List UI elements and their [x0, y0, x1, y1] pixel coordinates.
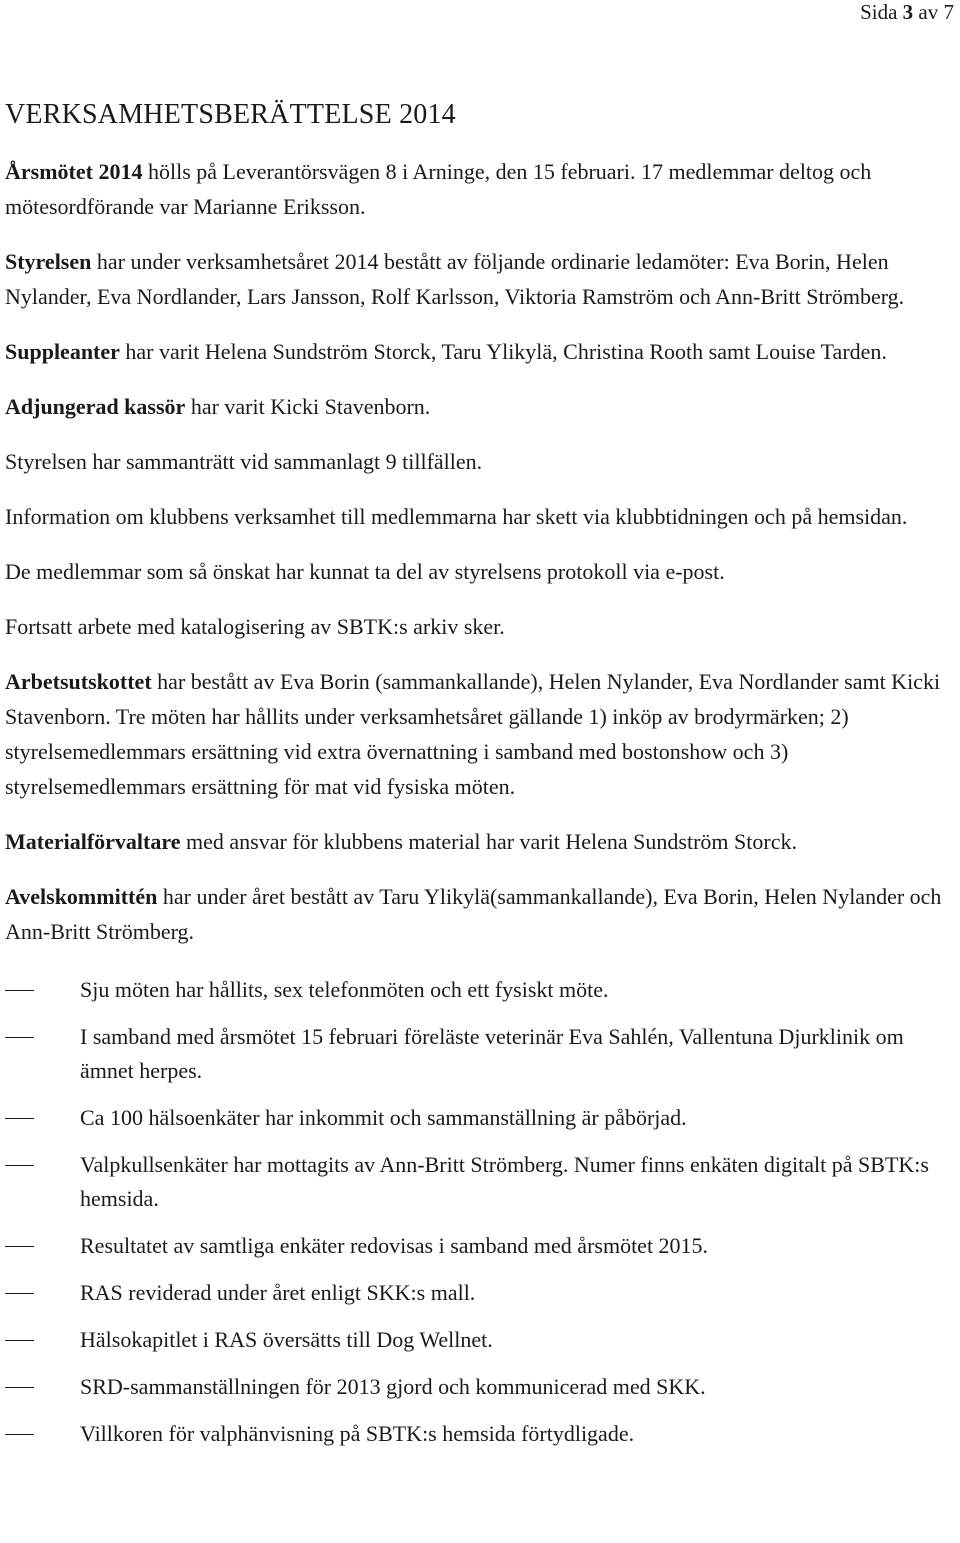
paragraph-text: har varit Helena Sundström Storck, Taru Ylikylä, Christina Rooth samt Louise Tarden.	[119, 339, 887, 364]
list-item	[5, 973, 960, 1007]
page-total: 7	[943, 0, 954, 24]
list-item	[5, 1101, 960, 1135]
paragraph-arkiv	[5, 609, 960, 644]
list-item	[5, 1323, 960, 1357]
paragraph-lead: Arbetsutskottet	[5, 669, 152, 694]
paragraph-lead: Suppleanter	[5, 339, 120, 364]
list-item-text: Hälsokapitlet i RAS översätts till Dog Wellnet.	[80, 1327, 493, 1352]
paragraph-arsmotet	[5, 154, 960, 224]
list-item	[5, 1276, 960, 1310]
paragraph-materialforvaltare	[5, 824, 960, 859]
page-of: av	[918, 0, 939, 24]
paragraph-text: har varit Kicki Stavenborn.	[185, 394, 431, 419]
paragraph-lead: Avelskommittén	[5, 884, 158, 909]
paragraph-lead: Årsmötet 2014	[5, 159, 143, 184]
paragraph-avelskommitten	[5, 879, 960, 949]
paragraph-text: med ansvar för klubbens material har varit Helena Sundström Storck.	[180, 829, 797, 854]
dash-bullet-icon	[5, 1293, 34, 1294]
paragraph-lead: Adjungerad kassör	[5, 394, 186, 419]
paragraph-text: har bestått av Eva Borin (sammankallande), Helen Nylander, Eva Nordlander samt Kicki Stavenborn. Tre möten har hållits under verksamhetsåret gällande 1) inköp av brodyrmärken; 2) styrelsemedlemmars ersättning vid extra övernattning i samband med bostonshow och 3) styrelsemedlemmars ersättning för mat vid fysiska möten.	[5, 669, 941, 799]
list-item-text: Resultatet av samtliga enkäter redovisas i samband med årsmötet 2015.	[80, 1233, 709, 1258]
paragraph-text: Styrelsen har sammanträtt vid sammanlagt 9 tillfällen.	[5, 449, 483, 474]
paragraph-arbetsutskottet	[5, 664, 960, 804]
paragraph-suppleanter	[5, 334, 960, 369]
paragraph-text: Information om klubbens verksamhet till medlemmarna har skett via klubbtidningen och på hemsidan.	[5, 504, 908, 529]
list-item-text: Valpkullsenkäter har mottagits av Ann-Britt Strömberg. Numer finns enkäten digitalt på SBTK:s hemsida.	[80, 1152, 929, 1211]
paragraph-information	[5, 499, 960, 534]
list-item-text: Villkoren för valphänvisning på SBTK:s hemsida förtydligade.	[80, 1421, 635, 1446]
paragraph-lead: Materialförvaltare	[5, 829, 181, 854]
list-item-text: Sju möten har hållits, sex telefonmöten och ett fysiskt möte.	[80, 977, 609, 1002]
dash-bullet-icon	[5, 990, 34, 991]
paragraph-lead: Styrelsen	[5, 249, 92, 274]
paragraph-text: hölls på Leverantörsvägen 8 i Arninge, den 15 februari. 17 medlemmar deltog och mötesordförande var Marianne Eriksson.	[5, 159, 872, 219]
paragraph-text: De medlemmar som så önskat har kunnat ta del av styrelsens protokoll via e-post.	[5, 559, 725, 584]
list-item	[5, 1417, 960, 1451]
list-item-text: SRD-sammanställningen för 2013 gjord och kommunicerad med SKK.	[80, 1374, 706, 1399]
dash-bullet-icon	[5, 1434, 34, 1435]
list-item	[5, 1020, 960, 1088]
paragraph-kassor	[5, 389, 960, 424]
paragraph-protokoll	[5, 554, 960, 589]
paragraph-text: har under verksamhetsåret 2014 bestått av följande ordinarie ledamöter: Eva Borin, Helen Nylander, Eva Nordlander, Lars Jansson, Rolf Karlsson, Viktoria Ramström och Ann-Britt Strömberg.	[5, 249, 905, 309]
document-title: VERKSAMHETSBERÄTTELSE 2014	[5, 99, 456, 130]
paragraph-text: har under året bestått av Taru Ylikylä(sammankallande), Eva Borin, Helen Nylander och Ann-Britt Strömberg.	[5, 884, 942, 944]
document-body	[5, 98, 960, 1464]
dash-bullet-icon	[5, 1165, 34, 1166]
bullet-list	[5, 973, 960, 1451]
paragraph-text: Fortsatt arbete med katalogisering av SBTK:s arkiv sker.	[5, 614, 505, 639]
list-item	[5, 1229, 960, 1263]
dash-bullet-icon	[5, 1037, 34, 1038]
page-prefix: Sida	[860, 0, 898, 24]
list-item	[5, 1148, 960, 1216]
dash-bullet-icon	[5, 1118, 34, 1119]
paragraph-sammantratt	[5, 444, 960, 479]
list-item-text: I samband med årsmötet 15 februari föreläste veterinär Eva Sahlén, Vallentuna Djurklinik om ämnet herpes.	[80, 1024, 904, 1083]
page-number	[860, 0, 954, 24]
dash-bullet-icon	[5, 1387, 34, 1388]
list-item-text: Ca 100 hälsoenkäter har inkommit och sammanställning är påbörjad.	[80, 1105, 687, 1130]
page-current: 3	[902, 0, 914, 24]
paragraph-styrelsen	[5, 244, 960, 314]
list-item	[5, 1370, 960, 1404]
dash-bullet-icon	[5, 1340, 34, 1341]
dash-bullet-icon	[5, 1246, 34, 1247]
list-item-text: RAS reviderad under året enligt SKK:s mall.	[80, 1280, 476, 1305]
